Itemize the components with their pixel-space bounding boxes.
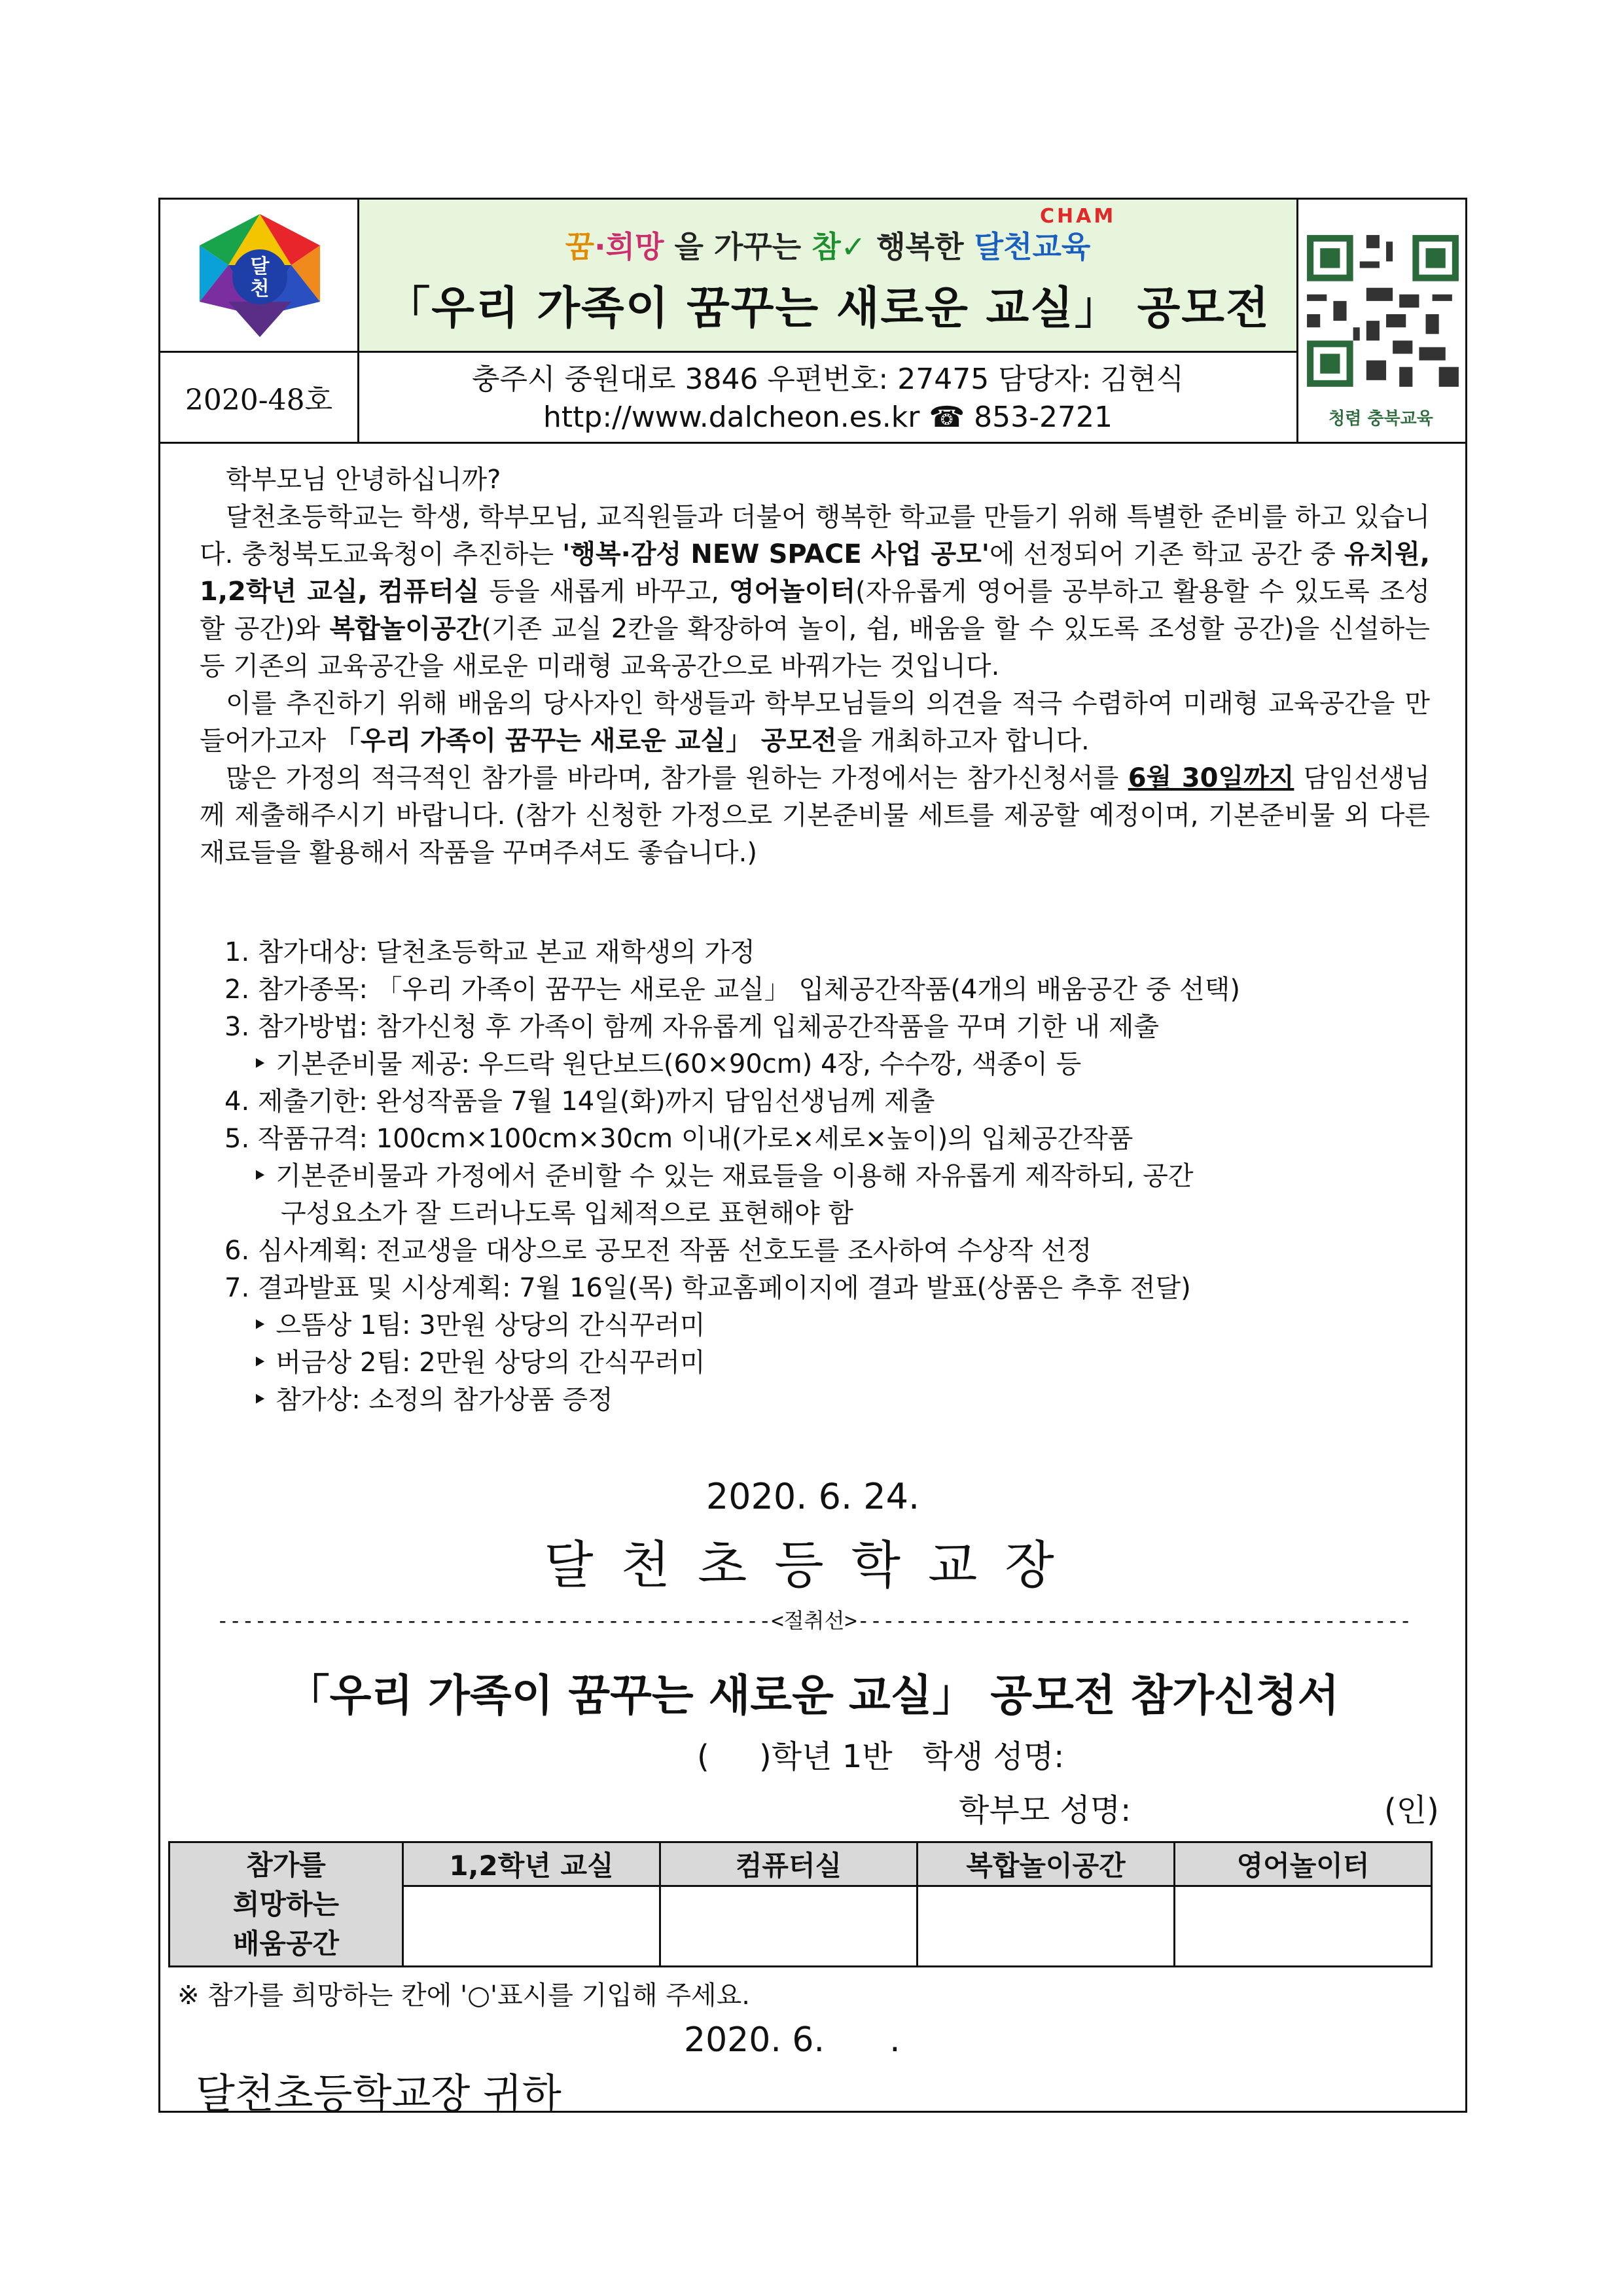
doc-number: 2020-48호	[160, 353, 359, 442]
list-item: 6. 심사계획: 전교생을 대상으로 공모전 작품 선호도를 조사하여 수상작 선정	[224, 1236, 1092, 1266]
choice-cell-english-playground[interactable]	[1175, 1886, 1432, 1967]
greeting: 학부모님 안녕하십니까?	[226, 465, 501, 495]
slogan: 꿈·희망 을 가꾸는 참✓ 행복한 달천교육	[565, 229, 1091, 264]
list-item: 2. 참가종목: 「우리 가족이 꿈꾸는 새로운 교실」 입체공간작품(4개의 배움공간 중 선택)	[224, 975, 1240, 1005]
address-line1: 충주시 중원대로 3846 우편번호: 27475 담당자: 김현식	[471, 363, 1185, 396]
contest-details-list	[224, 934, 1402, 1419]
student-name-field[interactable]: ( )학년 1반 학생 성명:	[697, 1738, 1065, 1775]
paragraph-3: 많은 가정의 적극적인 참가를 바라며, 참가를 원하는 가정에서는 참가신청서를 6월 30일까지 담임선생님께 제출해주시기 바랍니다. (참가 신청한 가정으로 기본준비물 세트를 제공할 예정이며, 기본준비물 외 다른 재료들을 활용해서 작품을 꾸며주셔도 좋습니다.)	[200, 763, 1430, 868]
list-item: 1. 참가대상: 달천초등학교 본교 재학생의 가정	[224, 937, 755, 967]
address-block	[359, 353, 1296, 442]
column-header: 1,2학년 교실	[403, 1842, 660, 1886]
school-logo-text: 달천	[250, 255, 270, 300]
document-frame	[158, 198, 1467, 2117]
issue-date: 2020. 6. 24.	[705, 1476, 920, 1517]
list-subitem: ‣ 버금상 2팀: 2만원 상당의 간식꾸러미	[252, 1348, 705, 1378]
header-table	[160, 200, 1465, 442]
list-subitem: ‣ 기본준비물과 가정에서 준비할 수 있는 재료들을 이용해 자유롭게 제작하되, 공간	[252, 1161, 1194, 1191]
list-subitem: ‣ 기본준비물 제공: 우드락 원단보드(60×90cm) 4장, 수수깡, 색종이 등	[252, 1049, 1082, 1079]
principal-signature: 달천초등학교장	[544, 1536, 1082, 1595]
cut-line: --------------------------------------------<절취선>--------------------------------------------	[216, 1608, 1412, 1633]
seal-mark: (인)	[1384, 1792, 1439, 1829]
choice-cell-classroom[interactable]	[403, 1886, 660, 1967]
choice-cell-play-space[interactable]	[918, 1886, 1175, 1967]
column-header: 복합놀이공간	[918, 1842, 1175, 1886]
column-header: 컴퓨터실	[660, 1842, 918, 1886]
parent-name-field[interactable]	[959, 1785, 1439, 1830]
form-title: 「우리 가족이 꿈꾸는 새로운 교실」 공모전 참가신청서	[286, 1670, 1340, 1721]
school-logo-cell	[160, 200, 359, 353]
list-item: 5. 작품규격: 100cm×100cm×30cm 이내(가로×세로×높이)의 입체공간작품	[224, 1124, 1133, 1154]
page-title: 「우리 가족이 꿈꾸는 새로운 교실」 공모전	[385, 283, 1270, 334]
title-cell	[359, 200, 1296, 353]
qr-cell	[1296, 200, 1465, 442]
list-subitem: ‣ 참가상: 소정의 참가상품 증정	[252, 1385, 613, 1415]
addressee: 달천초등학교장 귀하	[196, 2070, 562, 2117]
paragraph-1: 달천초등학교는 학생, 학부모님, 교직원들과 더불어 행복한 학교를 만들기 위해 특별한 준비를 하고 있습니다. 충청북도교육청이 추진하는 '행복·감성 NEW SPACE 사업 공모'에 선정되어 기존 학교 공간 중 유치원, 1,2학년 교실, 컴퓨터실 등을 새롭게 바꾸고, 영어놀이터(자유롭게 영어를 공부하고 활용할 수 있도록 조성할 공간)와 복합놀이공간(기존 교실 2칸을 확장하여 놀이, 쉼, 배움을 할 수 있도록 조성할 공간)을 신설하는 등 기존의 교육공간을 새로운 미래형 교육공간으로 바꿔가는 것입니다.	[200, 502, 1430, 681]
paragraph-2: 이를 추진하기 위해 배움의 당사자인 학생들과 학부모님들의 의견을 적극 수렴하여 미래형 교육공간을 만들어가고자 「우리 가족이 꿈꾸는 새로운 교실」 공모전을 개최하고자 합니다.	[200, 689, 1430, 756]
list-item: 7. 결과발표 및 시상계획: 7월 16일(목) 학교홈페이지에 결과 발표(상품은 추후 전달)	[224, 1273, 1191, 1303]
list-item: 4. 제출기한: 완성작품을 7월 14일(화)까지 담임선생님께 제출	[224, 1086, 935, 1117]
header-divider	[160, 442, 1465, 444]
letter-body	[200, 461, 1430, 872]
list-item: 3. 참가방법: 참가신청 후 가족이 함께 자유롭게 입체공간작품을 꾸며 기한 내 제출	[224, 1012, 1159, 1042]
address-line2: http://www.dalcheon.es.kr ☎ 853-2721	[543, 401, 1113, 434]
row-header-cell: 참가를 희망하는 배움공간	[169, 1842, 403, 1967]
list-subitem: ‣ 으뜸상 1팀: 3만원 상당의 간식꾸러미	[252, 1310, 705, 1340]
cham-label: CHAM	[1040, 205, 1116, 228]
form-date-field[interactable]: 2020. 6. .	[684, 2020, 901, 2060]
qr-code-icon	[1300, 228, 1465, 393]
application-table	[168, 1841, 1433, 1967]
parent-name-label: 학부모 성명:	[959, 1792, 1132, 1829]
check-icon: ✓	[840, 229, 866, 264]
choice-cell-computer-room[interactable]	[660, 1886, 918, 1967]
qr-caption: 청렴 충북교육	[1329, 409, 1433, 429]
column-header: 영어놀이터	[1175, 1842, 1432, 1886]
form-note: ※ 참가를 희망하는 칸에 '○'표시를 기입해 주세요.	[177, 1981, 750, 2011]
list-subitem: 구성요소가 잘 드러나도록 입체적으로 표현해야 함	[281, 1198, 854, 1229]
